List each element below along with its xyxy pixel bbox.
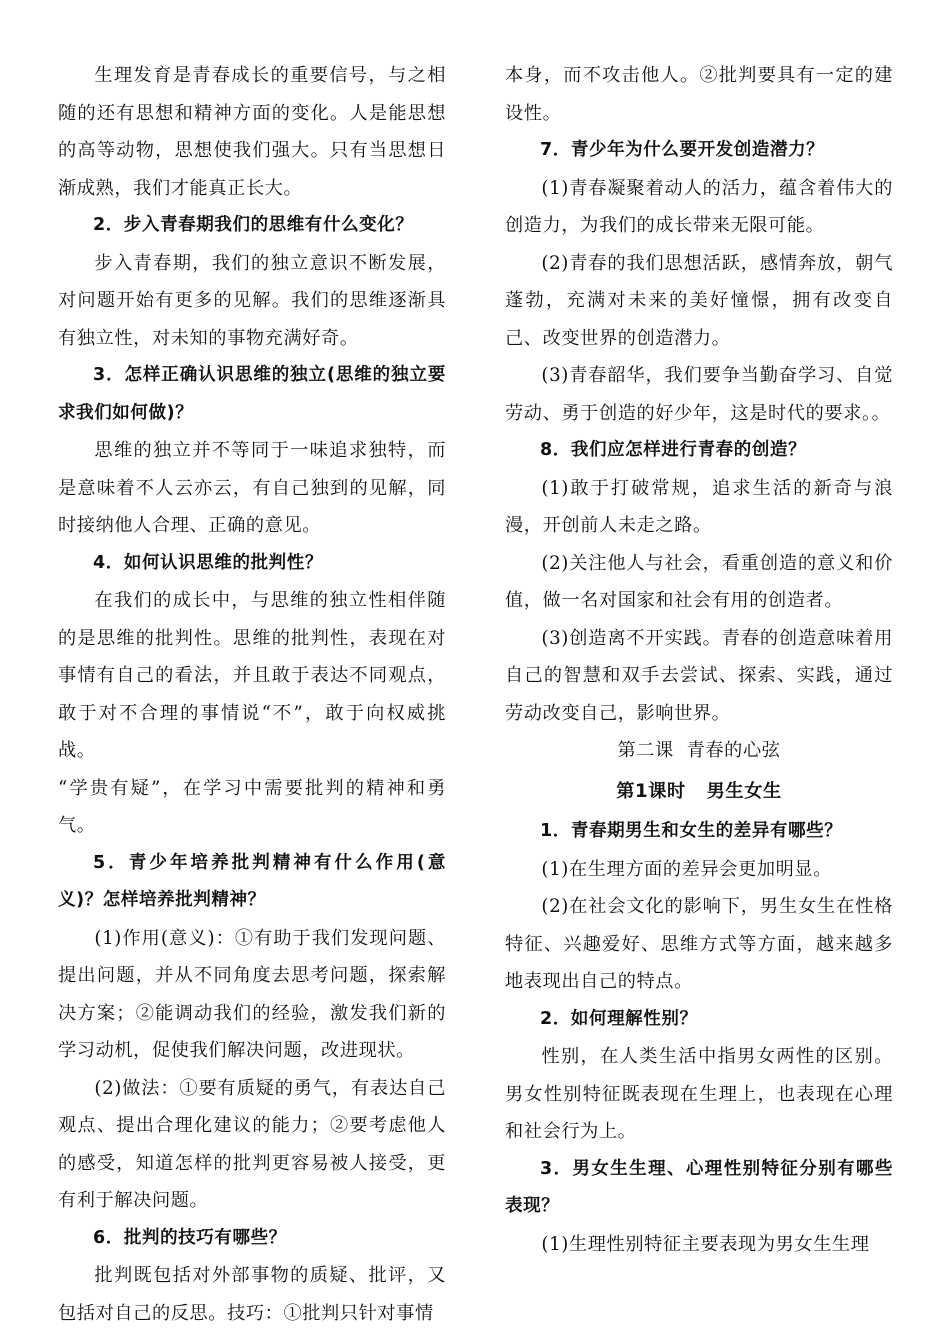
section-question-3-heading: 3．男女生生理、心理性别特征分别有哪些表现？ — [505, 1158, 893, 1216]
right-column — [505, 57, 893, 1263]
question-7-heading: 7．青少年为什么要开发创造潜力？ — [540, 140, 825, 160]
section-answer-2-paragraph: 性别，在人类生活中指男女两性的区别。男女性别特征既表现在生理上，也表现在心理和社会行为上。 — [505, 1046, 893, 1142]
question-6-heading: 6．批判的技巧有哪些？ — [93, 1227, 287, 1248]
answer-7-item-2: (2)青春的我们思想活跃，感情奔放，朝气蓬勃，充满对未来的美好憧憬，拥有改变自己、改变世界的创造潜力。 — [505, 252, 893, 349]
section-question-2-heading: 2．如何理解性别？ — [540, 1008, 698, 1029]
section-answer-3-paragraph: (1)生理性别特征主要表现为男女生生理 — [541, 1233, 870, 1255]
answer-7-item-1: (1)青春凝聚着动人的活力，蕴含着伟大的创造力，为我们的成长带来无限可能。 — [505, 177, 893, 236]
answer-4-quote-paragraph: “学贵有疑”，在学习中需要批判的精神和勇气。 — [58, 777, 446, 836]
left-column — [58, 57, 446, 1332]
lesson-title: 第二课 青春的心弦 — [617, 740, 781, 761]
question-3-heading: 3．怎样正确认识思维的独立(思维的独立要求我们如何做)？ — [58, 365, 446, 423]
answer-6-paragraph: 批判既包括对外部事物的质疑、批评，又包括对自己的反思。技巧：①批判只针对事情 — [58, 1265, 446, 1324]
section-answer-1-item-2: (2)在社会文化的影响下，男生女生在性格特征、兴趣爱好、思维方式等方面，越来越多地表现出自己的特点。 — [505, 896, 893, 992]
answer-5-role-paragraph: (1)作用(意义)：①有助于我们发现问题、提出问题，并从不同角度去思考问题，探索解决方案；②能调动我们的经验，激发我们新的学习动机，促使我们解决问题，改进现状。 — [58, 927, 446, 1061]
answer-7-item-3: (3)青春韶华，我们要争当勤奋学习、自觉劳动、勇于创造的好少年，这是时代的要求。。 — [505, 365, 893, 424]
question-4-heading: 4．如何认识思维的批判性？ — [93, 552, 323, 573]
answer-4-paragraph: 在我们的成长中，与思维的独立性相伴随的是思维的批判性。思维的批判性，表现在对事情有自己的看法，并且敢于表达不同观点，敢于对不合理的事情说“不”，敢于向权威挑战。 — [58, 590, 446, 761]
answer-3-paragraph: 思维的独立并不等同于一味追求独特，而是意味着不人云亦云，有自己独到的见解，同时接纳他人合理、正确的意见。 — [58, 440, 446, 536]
answer-2-paragraph: 步入青春期，我们的独立意识不断发展，对问题开始有更多的见解。我们的思维逐渐具有独立性，对未知的事物充满好奇。 — [58, 252, 446, 349]
section-answer-1-item-1: (1)在生理方面的差异会更加明显。 — [541, 858, 832, 880]
question-8-heading: 8．我们应怎样进行青春的创造？ — [540, 440, 807, 460]
answer-8-item-2: (2)关注他人与社会，看重创造的意义和价值，做一名对国家和社会有用的创造者。 — [505, 552, 893, 611]
answer-8-item-1: (1)敢于打破常规，追求生活的新奇与浪漫，开创前人未走之路。 — [505, 477, 893, 536]
answer-6-continued: 本身，而不攻击他人。②批判要具有一定的建设性。 — [505, 65, 893, 124]
answer-5-method-paragraph: (2)做法：①要有质疑的勇气，有表达自己观点、提出合理化建议的能力；②要考虑他人的感受，知道怎样的批判更容易被人接受，更有利于解决问题。 — [58, 1077, 446, 1211]
session-title: 第1课时 男生女生 — [616, 780, 782, 802]
section-question-1-heading: 1．青春期男生和女生的差异有哪些？ — [540, 821, 843, 841]
question-2-heading: 2．步入青春期我们的思维有什么变化？ — [93, 215, 414, 235]
paragraph-thought-maturity: 生理发育是青春成长的重要信号，与之相随的还有思想和精神方面的变化。人是能思想的高等动物，思想使我们强大。只有当思想日渐成熟，我们才能真正长大。 — [58, 65, 446, 199]
answer-8-item-3: (3)创造离不开实践。青春的创造意味着用自己的智慧和双手去尝试、探索、实践，通过劳动改变自己，影响世界。 — [505, 627, 893, 724]
question-5-heading: 5．青少年培养批判精神有什么作用(意义)？怎样培养批判精神？ — [58, 852, 446, 910]
